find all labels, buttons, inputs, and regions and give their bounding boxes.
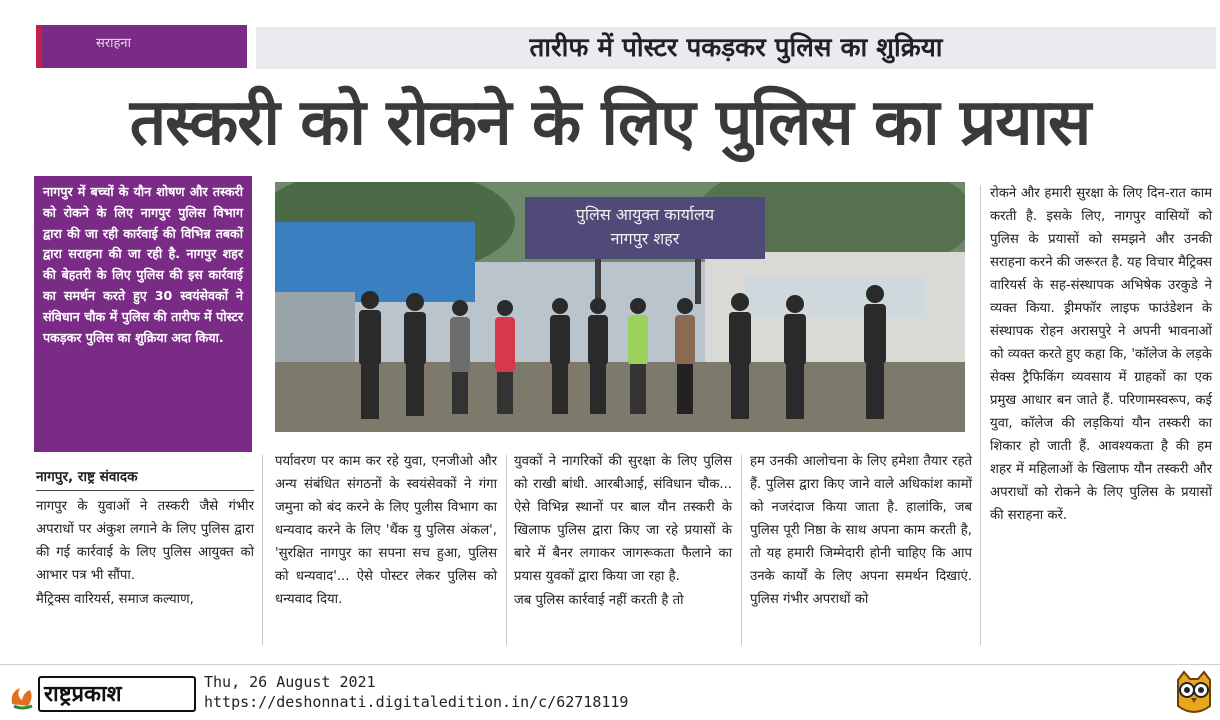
sign-line-1: पुलिस आयुक्त कार्यालय (575, 205, 715, 224)
article-column-3 (514, 450, 732, 613)
section-tag-label: सराहना (96, 36, 131, 51)
article-column-4 (750, 450, 972, 612)
news-photo (275, 182, 965, 432)
headline: तस्करी को रोकने के लिए पुलिस का प्रयास (129, 86, 1091, 160)
column-rule (980, 185, 981, 645)
paragraph: नागपुर के युवाओं ने तस्करी जैसे गंभीर अपराधों पर अंकुश लगाने के लिए पुलिस द्वारा की गई कार्रवाई के लिए पुलिस आयुक्त को आभार पत्र भी सौंपा. (36, 499, 254, 583)
summary-box: नागपुर में बच्चों के यौन शोषण और तस्करी को रोकने के लिए नागपुर पुलिस विभाग द्वारा की जा रही कार्रवाई की विभिन्न तबकों द्वारा सराहना की जा रही है. नागपुर शहर की बेहतरी के लिए पुलिस की इस कार्रवाई का समर्थन करते हुए 30 स्वयंसेवकों ने संविधान चौक में पुलिस की तारीफ में पोस्टर पकड़कर पुलिस का शुक्रिया अदा किया. (34, 176, 252, 452)
logo-flame-icon (8, 674, 38, 714)
paragraph: पर्यावरण पर काम कर रहे युवा, एनजीओ और अन्य संबंधित संगठनों के स्वयंसेवकों ने गंगा जमुना को बंद करने के लिए पुलीस विभाग का धन्यवाद करने के लिए 'थैंक यु पुलिस अंकल', 'सुरक्षित नागपुर का सपना सच हुआ, पुलिस को धन्यवाद'... ऐसे पोस्टर लेकर पुलिस को धन्यवाद दिया. (275, 454, 497, 607)
edition-date: Thu, 26 August 2021 (204, 673, 376, 691)
edition-url[interactable]: https://deshonnati.digitaledition.in/c/62718119 (204, 693, 629, 711)
column-rule (741, 455, 742, 645)
paragraph: मैट्रिक्स वारियर्स, समाज कल्याण, (36, 592, 194, 607)
sign-line-2: नागपुर शहर (610, 229, 680, 248)
column-rule (262, 455, 263, 645)
paragraph: हम उनकी आलोचना के लिए हमेशा तैयार रहते हैं. पुलिस द्वारा किए जाने वाले अधिकांश कामों को नजरंदाज किया जाता है. हालांकि, जब पुलिस पूरी निष्ठा के साथ अपना काम करती है, तो यह हमारी जिम्मेदारी होनी चाहिए कि आप उनके कार्यों के लिए अपना समर्थन दिखाएं. पुलिस गंभीर अपराधों को (750, 454, 972, 607)
paragraph: रोकने और हमारी सुरक्षा के लिए दिन-रात काम करती है. इसके लिए, नागपुर वासियों को पुलिस के प्रयासों को समझने और उनकी सराहना करने की जरूरत है. यह विचार मैट्रिक्स वारियर्स के सह-संस्थापक अभिषेक उरकुडे ने व्यक्त किया. ड्रीमफॉर लाइफ फाउंडेशन के संस्थापक रोहन अरासपुरे ने अपनी भावनाओं को व्यक्त करते हुए कहा कि, 'कॉलेज के लड़के सेक्स ट्रैफिकिंग व्यवसाय में ग्राहकों का एक प्रमुख आधार बन जाते हैं. परिणामस्वरूप, कई युवा, कॉलेज की लड़कियां यौन तस्करी का शिकार हो जाती हैं. आवश्यकता है की हम शहर में महिलाओं के खिलाफ यौन तस्करी और अपराधों को रोकने के लिए पुलिस के प्रयासों की सराहना करें. (990, 186, 1212, 523)
column-rule (506, 455, 507, 645)
newspaper-logo (8, 674, 196, 714)
section-tag (36, 25, 247, 68)
paragraph: युवकों ने नागरिकों की सुरक्षा के लिए पुलिस को राखी बांधी. आरबीआई, संविधान चौक... ऐसे विभिन्न स्थानों पर बाल यौन तस्करी के खिलाफ पुलिस द्वारा किए जा रहे प्रयासों के बारे में बैनर लगाकर जागरूकता फैलाने का प्रयास युवकों द्वारा किया जा रहा है. (514, 454, 732, 584)
kicker: तारीफ में पोस्टर पकड़कर पुलिस का शुक्रिया (529, 33, 943, 63)
article-column-1 (36, 466, 254, 612)
article-column-2 (275, 450, 497, 612)
edition-meta (204, 672, 628, 712)
owl-icon (1172, 670, 1216, 716)
paragraph: जब पुलिस कार्रवाई नहीं करती है तो (514, 593, 684, 608)
footer-divider (0, 664, 1220, 665)
logo-text: राष्ट्रप्रकाश (44, 682, 122, 707)
article-column-5 (990, 182, 1212, 528)
dateline: नागपुर, राष्ट्र संवादक (36, 466, 254, 491)
